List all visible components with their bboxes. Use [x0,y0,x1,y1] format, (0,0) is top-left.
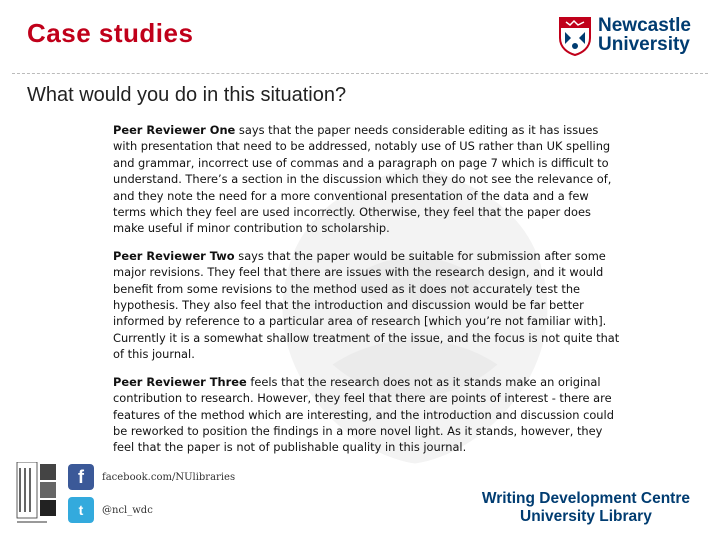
reviewer-two-paragraph [113,248,623,363]
reviewer-one-text: says that the paper needs considerable editing as it has issues with presentation that need to be addressed, notably use of US rather than UK spelling and grammar, incorrect use of commas and a paragraph on page 7 which is difficult to understand. There’s a section in the discussion which they do not see the relevance of, and they note the need for a more conventional presentation of the data and a few terms which they feel are used incorrectly. Otherwise, they feel that the paper does make useful if minor contribution to scholarship. [113,123,612,236]
footer-line-2: University Library [520,508,652,525]
reviewer-three-text: feels that the research does not as it stands make an original contribution to research. However, they feel that there are points of interest - there are features of the method which are interesting, and the introduction and discussion could be reworked to position the findings in a more novel light. As it stands, however, they feel that the paper is not of publishable quality in this journal. [113,374,614,455]
footer-department [482,490,690,526]
twitter-icon: t [68,497,94,523]
slide-subtitle: What would you do in this situation? [27,84,347,106]
facebook-link[interactable] [68,462,235,492]
logo-line-1: Newcastle [598,15,691,36]
newcastle-university-logo [558,14,708,60]
reviewer-one-lead: Peer Reviewer One [113,123,236,137]
reviewer-three-lead: Peer Reviewer Three [113,374,247,389]
social-links [68,462,235,528]
facebook-label: facebook.com/NUlibraries [102,471,236,483]
reviewer-three-paragraph [113,374,623,456]
facebook-icon: f [68,464,94,490]
reviewer-two-text: says that the paper would be suitable for submission after some major revisions. They feel that there are issues with the research design, and it would benefit from some revisions to the method used as it does not accurately test the hypothesis. They also feel that the introduction and discussion would be far better informed by reference to a particular area of research [which you’re not familiar with]. Currently it is a somewhat shallow treatment of the issue, and the focus is not quite that of this journal. [113,248,620,362]
logo-line-2: University [598,34,690,55]
case-study-text [113,122,623,467]
header-divider [12,73,708,74]
reviewer-two-lead: Peer Reviewer Two [113,248,235,263]
reviewer-one-paragraph [113,122,623,237]
footer-line-1: Writing Development Centre [481,490,690,507]
twitter-link[interactable] [68,495,235,525]
crest-icon [558,16,592,56]
accreditation-badges [16,462,60,526]
slide-title: Case studies [27,18,194,48]
twitter-label: @ncl_wdc [102,504,153,516]
